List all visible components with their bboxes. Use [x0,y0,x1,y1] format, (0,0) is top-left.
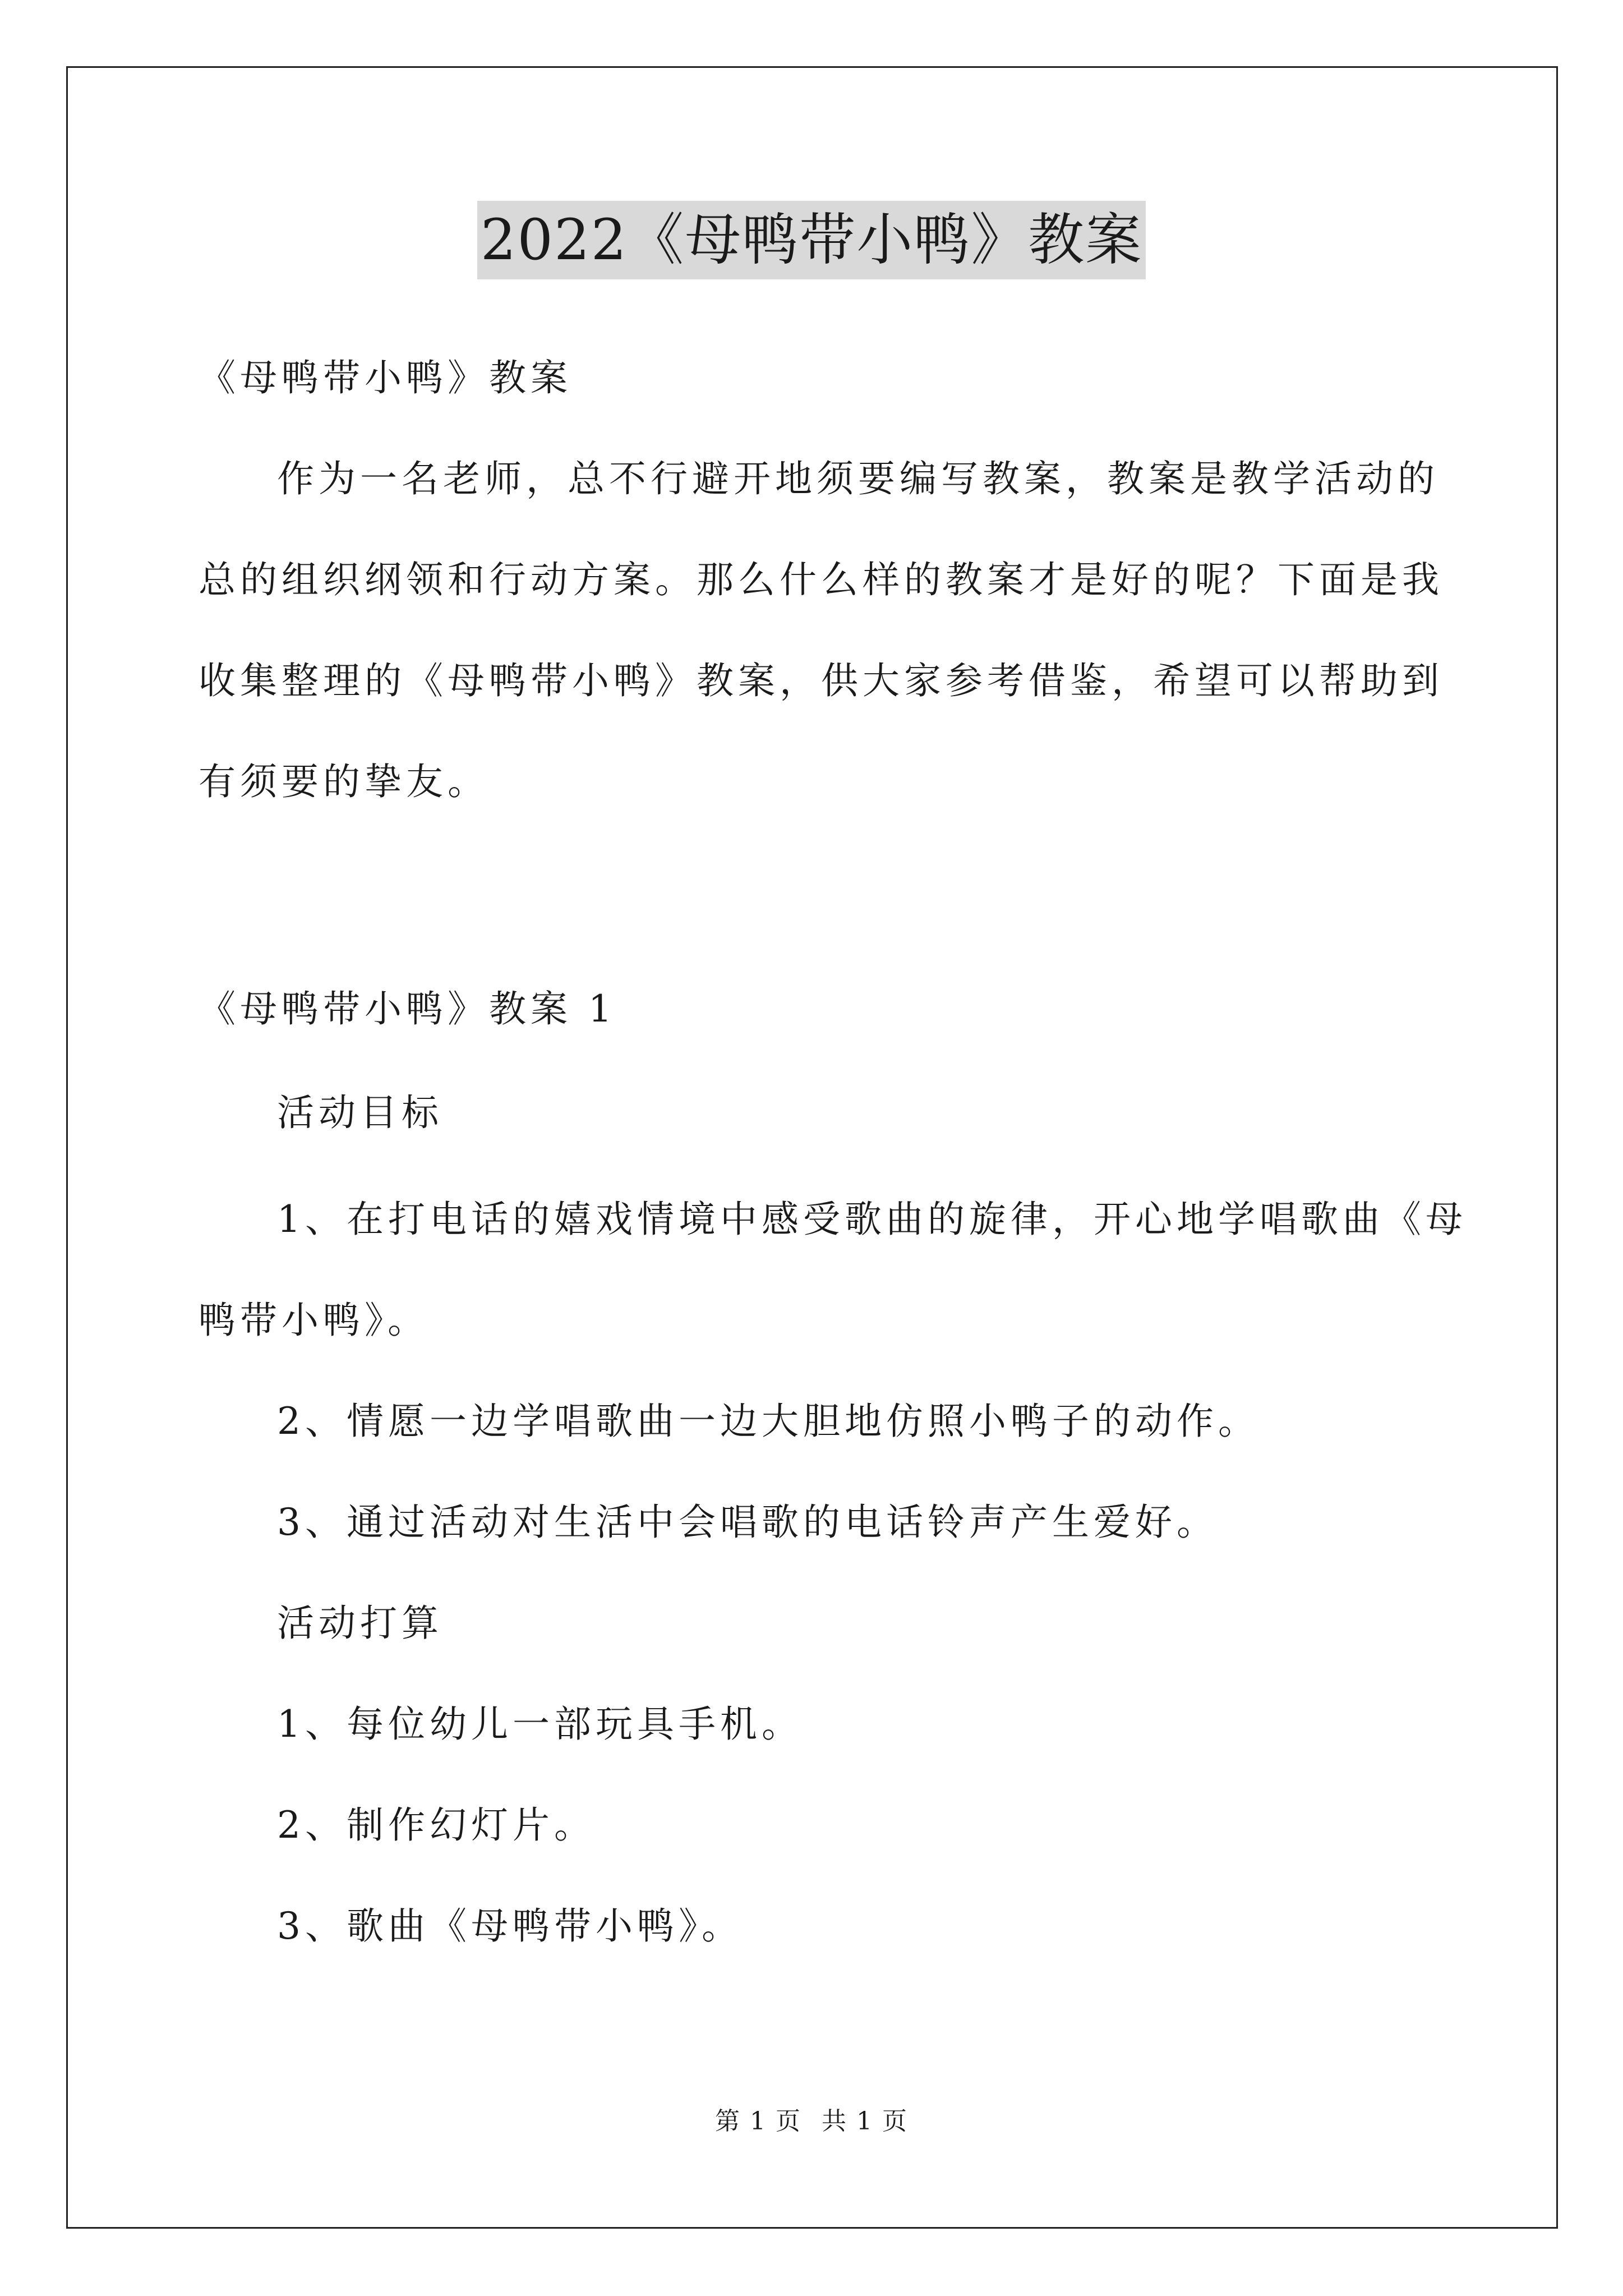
list-item-continuation: 鸭带小鸭》。 [199,1299,429,1342]
list-item: 2、情愿一边学唱歌曲一边大胆地仿照小鸭子的动作。 [277,1400,1260,1443]
subsection-heading: 活动打算 [277,1602,443,1645]
paragraph-line: 有须要的挚友。 [199,760,489,803]
paragraph-line: 总的组织纲领和行动方案。那么什么样的教案才是好的呢？下面是我 [199,558,1444,601]
paragraph-line: 作为一名老师，总不行避开地须要编写教案，教案是教学活动的 [277,457,1439,500]
list-item: 1、在打电话的嬉戏情境中感受歌曲的旋律，开心地学唱歌曲《母 [277,1198,1467,1241]
document-title: 2022《母鸭带小鸭》教案 [477,201,1146,279]
subsection-heading: 活动目标 [277,1091,443,1134]
page-number-current: 第 1 页 [715,2107,801,2136]
paragraph-heading-main: 《母鸭带小鸭》教案 [199,356,572,399]
paragraph-line: 收集整理的《母鸭带小鸭》教案，供大家参考借鉴，希望可以帮助到 [199,659,1444,702]
page-footer [0,2101,1623,2137]
title-container [0,201,1623,279]
list-item: 2、制作幻灯片。 [277,1803,596,1847]
list-item: 1、每位幼儿一部玩具手机。 [277,1703,803,1746]
page-number-total: 共 1 页 [822,2107,908,2136]
list-item: 3、通过活动对生活中会唱歌的电话铃声产生爱好。 [277,1501,1218,1544]
section-heading: 《母鸭带小鸭》教案 1 [199,987,616,1030]
list-item: 3、歌曲《母鸭带小鸭》。 [277,1904,743,1948]
